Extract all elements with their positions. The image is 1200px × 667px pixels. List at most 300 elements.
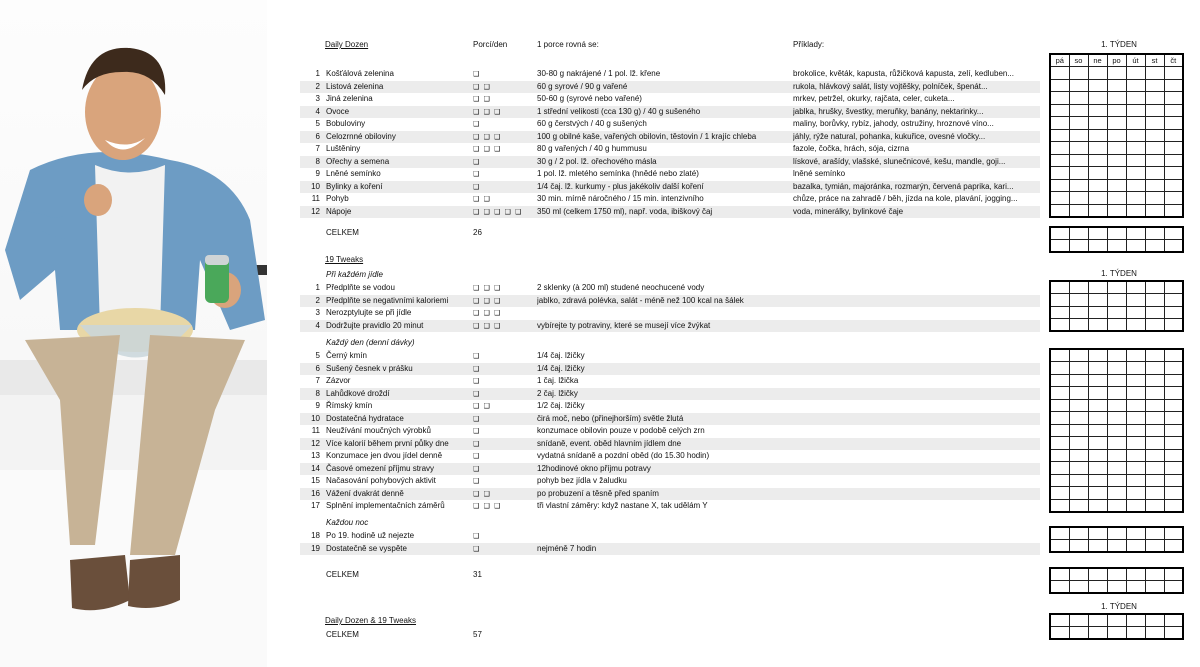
tracking-cell[interactable]	[1107, 527, 1126, 540]
tracking-cell[interactable]	[1126, 281, 1145, 294]
tracking-cell[interactable]	[1069, 614, 1088, 627]
serving-checkboxes[interactable]: ❑ ❑ ❑	[473, 145, 502, 153]
tracking-cell[interactable]	[1050, 527, 1069, 540]
tracking-cell[interactable]	[1145, 154, 1164, 167]
tracking-cell[interactable]	[1107, 154, 1126, 167]
tracking-cell[interactable]	[1145, 474, 1164, 487]
tracking-cell[interactable]	[1107, 142, 1126, 155]
tracking-cell[interactable]	[1107, 129, 1126, 142]
tracking-cell[interactable]	[1069, 142, 1088, 155]
tracking-cell[interactable]	[1107, 281, 1126, 294]
tracking-cell[interactable]	[1126, 227, 1145, 240]
tracking-cell[interactable]	[1126, 437, 1145, 450]
tracking-cell[interactable]	[1164, 129, 1183, 142]
tracking-cell[interactable]	[1088, 154, 1107, 167]
tracking-cell[interactable]	[1069, 204, 1088, 217]
tracking-cell[interactable]	[1145, 192, 1164, 205]
tracking-cell[interactable]	[1126, 92, 1145, 105]
tracking-cell[interactable]	[1126, 204, 1145, 217]
tracking-cell[interactable]	[1088, 474, 1107, 487]
tracking-cell[interactable]	[1126, 167, 1145, 180]
tracking-cell[interactable]	[1164, 294, 1183, 307]
tracking-cell[interactable]	[1107, 487, 1126, 500]
tracking-cell[interactable]	[1050, 167, 1069, 180]
tracking-cell[interactable]	[1164, 227, 1183, 240]
tracking-cell[interactable]	[1088, 449, 1107, 462]
tracking-cell[interactable]	[1069, 154, 1088, 167]
tracking-cell[interactable]	[1069, 387, 1088, 400]
tracking-cell[interactable]	[1164, 179, 1183, 192]
serving-checkboxes[interactable]: ❑	[473, 464, 481, 473]
tracking-cell[interactable]	[1164, 154, 1183, 167]
tracking-cell[interactable]	[1145, 527, 1164, 540]
tracking-cell[interactable]	[1088, 240, 1107, 253]
tracking-cell[interactable]	[1126, 240, 1145, 253]
tracking-cell[interactable]	[1126, 179, 1145, 192]
tracking-cell[interactable]	[1050, 79, 1069, 92]
tracking-cell[interactable]	[1126, 104, 1145, 117]
tracking-cell[interactable]	[1164, 581, 1183, 594]
tracking-cell[interactable]	[1050, 627, 1069, 640]
tracking-cell[interactable]	[1145, 92, 1164, 105]
serving-checkboxes[interactable]: ❑ ❑	[473, 402, 491, 410]
item-number: 5	[315, 351, 320, 360]
tracking-cell[interactable]	[1069, 362, 1088, 375]
tracking-cell[interactable]	[1088, 374, 1107, 387]
tracking-cell[interactable]	[1126, 540, 1145, 553]
tracking-cell[interactable]	[1126, 192, 1145, 205]
tracking-cell[interactable]	[1107, 614, 1126, 627]
tracking-cell[interactable]	[1145, 568, 1164, 581]
tracking-cell[interactable]	[1126, 79, 1145, 92]
tracking-cell[interactable]	[1088, 349, 1107, 362]
tracking-cell[interactable]	[1088, 362, 1107, 375]
tracking-cell[interactable]	[1107, 412, 1126, 425]
tracking-cell[interactable]	[1107, 179, 1126, 192]
tracking-cell[interactable]	[1145, 281, 1164, 294]
tracking-cell[interactable]	[1107, 627, 1126, 640]
tracking-cell[interactable]	[1126, 462, 1145, 475]
serving-checkboxes[interactable]: ❑ ❑ ❑	[473, 296, 502, 305]
tracking-cell[interactable]	[1126, 362, 1145, 375]
tracking-cell[interactable]	[1145, 462, 1164, 475]
tracking-cell[interactable]	[1164, 281, 1183, 294]
tracking-cell[interactable]	[1069, 349, 1088, 362]
tracking-cell[interactable]	[1050, 319, 1069, 332]
tracking-cell[interactable]	[1164, 142, 1183, 155]
tracking-cell[interactable]	[1069, 449, 1088, 462]
serving-checkboxes[interactable]: ❑ ❑ ❑	[473, 309, 502, 317]
tracking-cell[interactable]	[1126, 412, 1145, 425]
tracking-cell[interactable]	[1050, 540, 1069, 553]
tracking-cell[interactable]	[1050, 192, 1069, 205]
tracking-cell[interactable]	[1145, 294, 1164, 307]
tracking-cell[interactable]	[1126, 449, 1145, 462]
tracking-cell[interactable]	[1107, 387, 1126, 400]
tracking-cell[interactable]	[1145, 387, 1164, 400]
serving-checkboxes[interactable]: ❑	[473, 377, 481, 385]
tracking-cell[interactable]	[1107, 349, 1126, 362]
serving-checkboxes[interactable]: ❑	[473, 170, 481, 178]
tracking-cell[interactable]	[1145, 179, 1164, 192]
tracking-cell[interactable]	[1164, 474, 1183, 487]
tracking-cell[interactable]	[1107, 449, 1126, 462]
tracking-cell[interactable]	[1107, 499, 1126, 512]
tracking-cell[interactable]	[1126, 527, 1145, 540]
tracking-cell[interactable]	[1164, 104, 1183, 117]
tracking-cell[interactable]	[1088, 462, 1107, 475]
item-portion: 100 g obilné kaše, vařených obilovin, těstovin / 1 krajíc chleba	[537, 131, 757, 141]
tracking-cell[interactable]	[1164, 462, 1183, 475]
tracking-cell[interactable]	[1088, 306, 1107, 319]
tracking-cell[interactable]	[1069, 627, 1088, 640]
tracking-cell[interactable]	[1107, 568, 1126, 581]
serving-checkboxes[interactable]: ❑ ❑ ❑	[473, 502, 502, 510]
tracking-cell[interactable]	[1145, 349, 1164, 362]
tracking-cell[interactable]	[1145, 204, 1164, 217]
tracking-cell[interactable]	[1069, 462, 1088, 475]
tracking-cell[interactable]	[1145, 437, 1164, 450]
tracking-cell[interactable]	[1107, 540, 1126, 553]
tracking-cell[interactable]	[1107, 399, 1126, 412]
tracking-cell[interactable]	[1088, 117, 1107, 130]
tracking-cell[interactable]	[1050, 387, 1069, 400]
tracking-cell[interactable]	[1069, 568, 1088, 581]
tracking-cell[interactable]	[1164, 399, 1183, 412]
item-portion: vydatná snídaně a pozdní oběd (do 15.30 hodin)	[537, 451, 710, 460]
tracking-cell[interactable]	[1088, 540, 1107, 553]
tracking-cell[interactable]	[1164, 627, 1183, 640]
tracking-cell[interactable]	[1164, 614, 1183, 627]
tracking-cell[interactable]	[1164, 204, 1183, 217]
tracking-cell[interactable]	[1145, 374, 1164, 387]
tracking-cell[interactable]	[1069, 424, 1088, 437]
tracking-cell[interactable]	[1088, 319, 1107, 332]
tracking-cell[interactable]	[1050, 227, 1069, 240]
tracking-cell[interactable]	[1145, 499, 1164, 512]
tracking-cell[interactable]	[1145, 227, 1164, 240]
tracking-cell[interactable]	[1164, 67, 1183, 80]
tracking-cell[interactable]	[1050, 294, 1069, 307]
tracking-cell[interactable]	[1126, 499, 1145, 512]
tracking-cell[interactable]	[1164, 449, 1183, 462]
tracking-cell[interactable]	[1145, 581, 1164, 594]
tracking-cell[interactable]	[1050, 179, 1069, 192]
tracking-cell[interactable]	[1145, 399, 1164, 412]
tracking-cell[interactable]	[1088, 227, 1107, 240]
tracking-cell[interactable]	[1126, 117, 1145, 130]
tracking-cell[interactable]	[1126, 349, 1145, 362]
item-number: 17	[311, 501, 320, 510]
tracking-cell[interactable]	[1126, 568, 1145, 581]
serving-checkboxes[interactable]: ❑ ❑ ❑	[473, 284, 502, 292]
tracking-cell[interactable]	[1088, 499, 1107, 512]
tracking-cell[interactable]	[1088, 79, 1107, 92]
tracking-cell[interactable]	[1088, 424, 1107, 437]
tracking-cell[interactable]	[1126, 474, 1145, 487]
tracking-cell[interactable]	[1088, 204, 1107, 217]
tracking-cell[interactable]	[1164, 117, 1183, 130]
tracking-cell[interactable]	[1069, 399, 1088, 412]
tracking-cell[interactable]	[1088, 192, 1107, 205]
tracking-cell[interactable]	[1050, 129, 1069, 142]
tracking-cell[interactable]	[1107, 581, 1126, 594]
tracking-cell[interactable]	[1107, 462, 1126, 475]
serving-checkboxes[interactable]: ❑ ❑ ❑	[473, 132, 502, 141]
tracking-cell[interactable]	[1069, 192, 1088, 205]
serving-checkboxes[interactable]: ❑ ❑ ❑	[473, 321, 502, 330]
serving-checkboxes[interactable]: ❑ ❑	[473, 95, 491, 103]
serving-checkboxes[interactable]: ❑ ❑	[473, 195, 491, 203]
tracking-cell[interactable]	[1050, 306, 1069, 319]
tracking-cell[interactable]	[1069, 227, 1088, 240]
tracking-cell[interactable]	[1107, 306, 1126, 319]
serving-checkboxes[interactable]: ❑	[473, 120, 481, 128]
tracking-cell[interactable]	[1088, 627, 1107, 640]
tracking-cell[interactable]	[1126, 129, 1145, 142]
tracking-cell[interactable]	[1164, 167, 1183, 180]
tracking-cell[interactable]	[1126, 387, 1145, 400]
tracking-cell[interactable]	[1088, 399, 1107, 412]
tracking-cell[interactable]	[1050, 424, 1069, 437]
tracking-cell[interactable]	[1107, 294, 1126, 307]
tracking-cell[interactable]	[1088, 67, 1107, 80]
tracking-cell[interactable]	[1069, 499, 1088, 512]
tracking-cell[interactable]	[1107, 192, 1126, 205]
tracking-cell[interactable]	[1050, 581, 1069, 594]
tracking-cell[interactable]	[1069, 474, 1088, 487]
tracking-cell[interactable]	[1145, 412, 1164, 425]
tracking-cell[interactable]	[1050, 92, 1069, 105]
tracking-cell[interactable]	[1126, 374, 1145, 387]
tracking-cell[interactable]	[1050, 362, 1069, 375]
tracking-cell[interactable]	[1069, 281, 1088, 294]
tracking-cell[interactable]	[1145, 319, 1164, 332]
tracking-cell[interactable]	[1107, 79, 1126, 92]
serving-checkboxes[interactable]: ❑	[473, 427, 481, 435]
serving-checkboxes[interactable]: ❑	[473, 544, 481, 553]
tracking-cell[interactable]	[1050, 204, 1069, 217]
tracking-cell[interactable]	[1107, 104, 1126, 117]
serving-checkboxes[interactable]: ❑ ❑ ❑	[473, 107, 502, 116]
tracking-cell[interactable]	[1069, 167, 1088, 180]
tracking-cell[interactable]	[1107, 227, 1126, 240]
tracking-cell[interactable]	[1126, 614, 1145, 627]
tracking-cell[interactable]	[1069, 487, 1088, 500]
tracking-cell[interactable]	[1050, 449, 1069, 462]
tracking-cell[interactable]	[1164, 487, 1183, 500]
tracking-cell[interactable]	[1069, 67, 1088, 80]
serving-checkboxes[interactable]: ❑	[473, 157, 481, 166]
tracking-cell[interactable]	[1069, 92, 1088, 105]
tracking-cell[interactable]	[1069, 306, 1088, 319]
tracking-cell[interactable]	[1088, 179, 1107, 192]
tracking-cell[interactable]	[1145, 614, 1164, 627]
serving-checkboxes[interactable]: ❑ ❑	[473, 82, 491, 91]
tracking-cell[interactable]	[1164, 424, 1183, 437]
tracking-cell[interactable]	[1069, 240, 1088, 253]
tracking-cell[interactable]	[1126, 142, 1145, 155]
tracking-cell[interactable]	[1126, 424, 1145, 437]
tracking-cell[interactable]	[1164, 527, 1183, 540]
tracking-cell[interactable]	[1164, 319, 1183, 332]
tracking-cell[interactable]	[1050, 281, 1069, 294]
week-grid	[1049, 226, 1184, 253]
tracking-cell[interactable]	[1107, 167, 1126, 180]
tracking-cell[interactable]	[1050, 399, 1069, 412]
tracking-cell[interactable]	[1164, 362, 1183, 375]
tracking-cell[interactable]	[1050, 240, 1069, 253]
tracking-cell[interactable]	[1107, 67, 1126, 80]
tracking-cell[interactable]	[1107, 240, 1126, 253]
tracking-cell[interactable]	[1050, 499, 1069, 512]
list-item	[300, 388, 1040, 401]
tracking-cell[interactable]	[1088, 281, 1107, 294]
tracking-cell[interactable]	[1050, 474, 1069, 487]
tracking-cell[interactable]	[1145, 104, 1164, 117]
tracking-cell[interactable]	[1145, 167, 1164, 180]
tracking-cell[interactable]	[1069, 79, 1088, 92]
tracking-cell[interactable]	[1050, 568, 1069, 581]
tracking-cell[interactable]	[1145, 142, 1164, 155]
tracking-cell[interactable]	[1145, 627, 1164, 640]
tracking-cell[interactable]	[1107, 117, 1126, 130]
tracking-cell[interactable]	[1164, 240, 1183, 253]
tracking-cell[interactable]	[1164, 92, 1183, 105]
tracking-cell[interactable]	[1088, 167, 1107, 180]
serving-checkboxes[interactable]: ❑ ❑ ❑ ❑ ❑	[473, 207, 523, 216]
serving-checkboxes[interactable]: ❑	[473, 414, 481, 423]
serving-checkboxes[interactable]: ❑	[473, 477, 481, 485]
tracking-cell[interactable]	[1088, 129, 1107, 142]
tracking-cell[interactable]	[1050, 462, 1069, 475]
tracking-cell[interactable]	[1050, 437, 1069, 450]
list-item	[300, 181, 1040, 194]
tracking-cell[interactable]	[1069, 117, 1088, 130]
tracking-cell[interactable]	[1126, 581, 1145, 594]
tracking-cell[interactable]	[1164, 306, 1183, 319]
tracking-cell[interactable]	[1069, 129, 1088, 142]
tracking-cell[interactable]	[1164, 568, 1183, 581]
tracking-cell[interactable]	[1069, 294, 1088, 307]
tracking-cell[interactable]	[1126, 294, 1145, 307]
tracking-cell[interactable]	[1164, 192, 1183, 205]
serving-checkboxes[interactable]: ❑ ❑	[473, 489, 491, 498]
tracking-cell[interactable]	[1164, 387, 1183, 400]
tracking-cell[interactable]	[1164, 412, 1183, 425]
tracking-cell[interactable]	[1145, 540, 1164, 553]
serving-checkboxes[interactable]: ❑	[473, 532, 481, 540]
tracking-cell[interactable]	[1126, 487, 1145, 500]
tracking-cell[interactable]	[1107, 437, 1126, 450]
tracking-cell[interactable]	[1050, 374, 1069, 387]
tracking-cell[interactable]	[1107, 474, 1126, 487]
tracking-cell[interactable]	[1164, 374, 1183, 387]
tracking-cell[interactable]	[1069, 104, 1088, 117]
serving-checkboxes[interactable]: ❑	[473, 439, 481, 448]
tracking-cell[interactable]	[1145, 449, 1164, 462]
tracking-cell[interactable]	[1069, 374, 1088, 387]
tracking-cell[interactable]	[1050, 67, 1069, 80]
tracking-cell[interactable]	[1145, 424, 1164, 437]
tracking-cell[interactable]	[1145, 487, 1164, 500]
tracking-cell[interactable]	[1088, 412, 1107, 425]
item-number: 8	[315, 156, 320, 166]
tracking-cell[interactable]	[1050, 487, 1069, 500]
tracking-cell[interactable]	[1050, 349, 1069, 362]
tracking-cell[interactable]	[1126, 319, 1145, 332]
tracking-cell[interactable]	[1088, 487, 1107, 500]
tracking-cell[interactable]	[1088, 568, 1107, 581]
tracking-cell[interactable]	[1050, 104, 1069, 117]
tracking-cell[interactable]	[1050, 142, 1069, 155]
tracking-cell[interactable]	[1088, 437, 1107, 450]
serving-checkboxes[interactable]: ❑	[473, 182, 481, 191]
tracking-cell[interactable]	[1050, 412, 1069, 425]
tracking-cell[interactable]	[1088, 294, 1107, 307]
tracking-cell[interactable]	[1126, 306, 1145, 319]
tracking-cell[interactable]	[1069, 581, 1088, 594]
tracking-cell[interactable]	[1088, 387, 1107, 400]
tracking-cell[interactable]	[1050, 117, 1069, 130]
tracking-cell[interactable]	[1088, 527, 1107, 540]
tracking-cell[interactable]	[1107, 424, 1126, 437]
tracking-cell[interactable]	[1126, 67, 1145, 80]
tracking-cell[interactable]	[1107, 92, 1126, 105]
tracking-cell[interactable]	[1069, 540, 1088, 553]
tracking-cell[interactable]	[1164, 349, 1183, 362]
item-portion: konzumace obilovin pouze v podobě celých zrn	[537, 426, 705, 435]
tracking-cell[interactable]	[1126, 399, 1145, 412]
tracking-cell[interactable]	[1088, 92, 1107, 105]
tracking-cell[interactable]	[1088, 614, 1107, 627]
serving-checkboxes[interactable]: ❑	[473, 364, 481, 373]
tracking-cell[interactable]	[1088, 142, 1107, 155]
tracking-cell[interactable]	[1145, 129, 1164, 142]
tracking-cell[interactable]	[1088, 104, 1107, 117]
tracking-cell[interactable]	[1069, 527, 1088, 540]
tracking-cell[interactable]	[1069, 412, 1088, 425]
tracking-cell[interactable]	[1164, 499, 1183, 512]
tracking-cell[interactable]	[1088, 581, 1107, 594]
tracking-cell[interactable]	[1069, 319, 1088, 332]
tracking-cell[interactable]	[1107, 204, 1126, 217]
tracking-cell[interactable]	[1145, 306, 1164, 319]
tracking-cell[interactable]	[1069, 179, 1088, 192]
day-header: čt	[1164, 54, 1183, 67]
tracking-cell[interactable]	[1164, 540, 1183, 553]
tracking-cell[interactable]	[1164, 79, 1183, 92]
tracking-cell[interactable]	[1126, 627, 1145, 640]
tracking-cell[interactable]	[1107, 319, 1126, 332]
tracking-cell[interactable]	[1107, 374, 1126, 387]
tracking-cell[interactable]	[1050, 154, 1069, 167]
tracking-cell[interactable]	[1069, 437, 1088, 450]
serving-checkboxes[interactable]: ❑	[473, 389, 481, 398]
tracking-cell[interactable]	[1145, 362, 1164, 375]
tracking-cell[interactable]	[1107, 362, 1126, 375]
tracking-cell[interactable]	[1164, 437, 1183, 450]
tracking-cell[interactable]	[1126, 154, 1145, 167]
serving-checkboxes[interactable]: ❑	[473, 452, 481, 460]
tracking-cell[interactable]	[1145, 79, 1164, 92]
tracking-cell[interactable]	[1145, 117, 1164, 130]
tracking-cell[interactable]	[1145, 67, 1164, 80]
serving-checkboxes[interactable]: ❑	[473, 352, 481, 360]
tracking-cell[interactable]	[1050, 614, 1069, 627]
serving-checkboxes[interactable]: ❑	[473, 70, 481, 78]
tracking-cell[interactable]	[1145, 240, 1164, 253]
